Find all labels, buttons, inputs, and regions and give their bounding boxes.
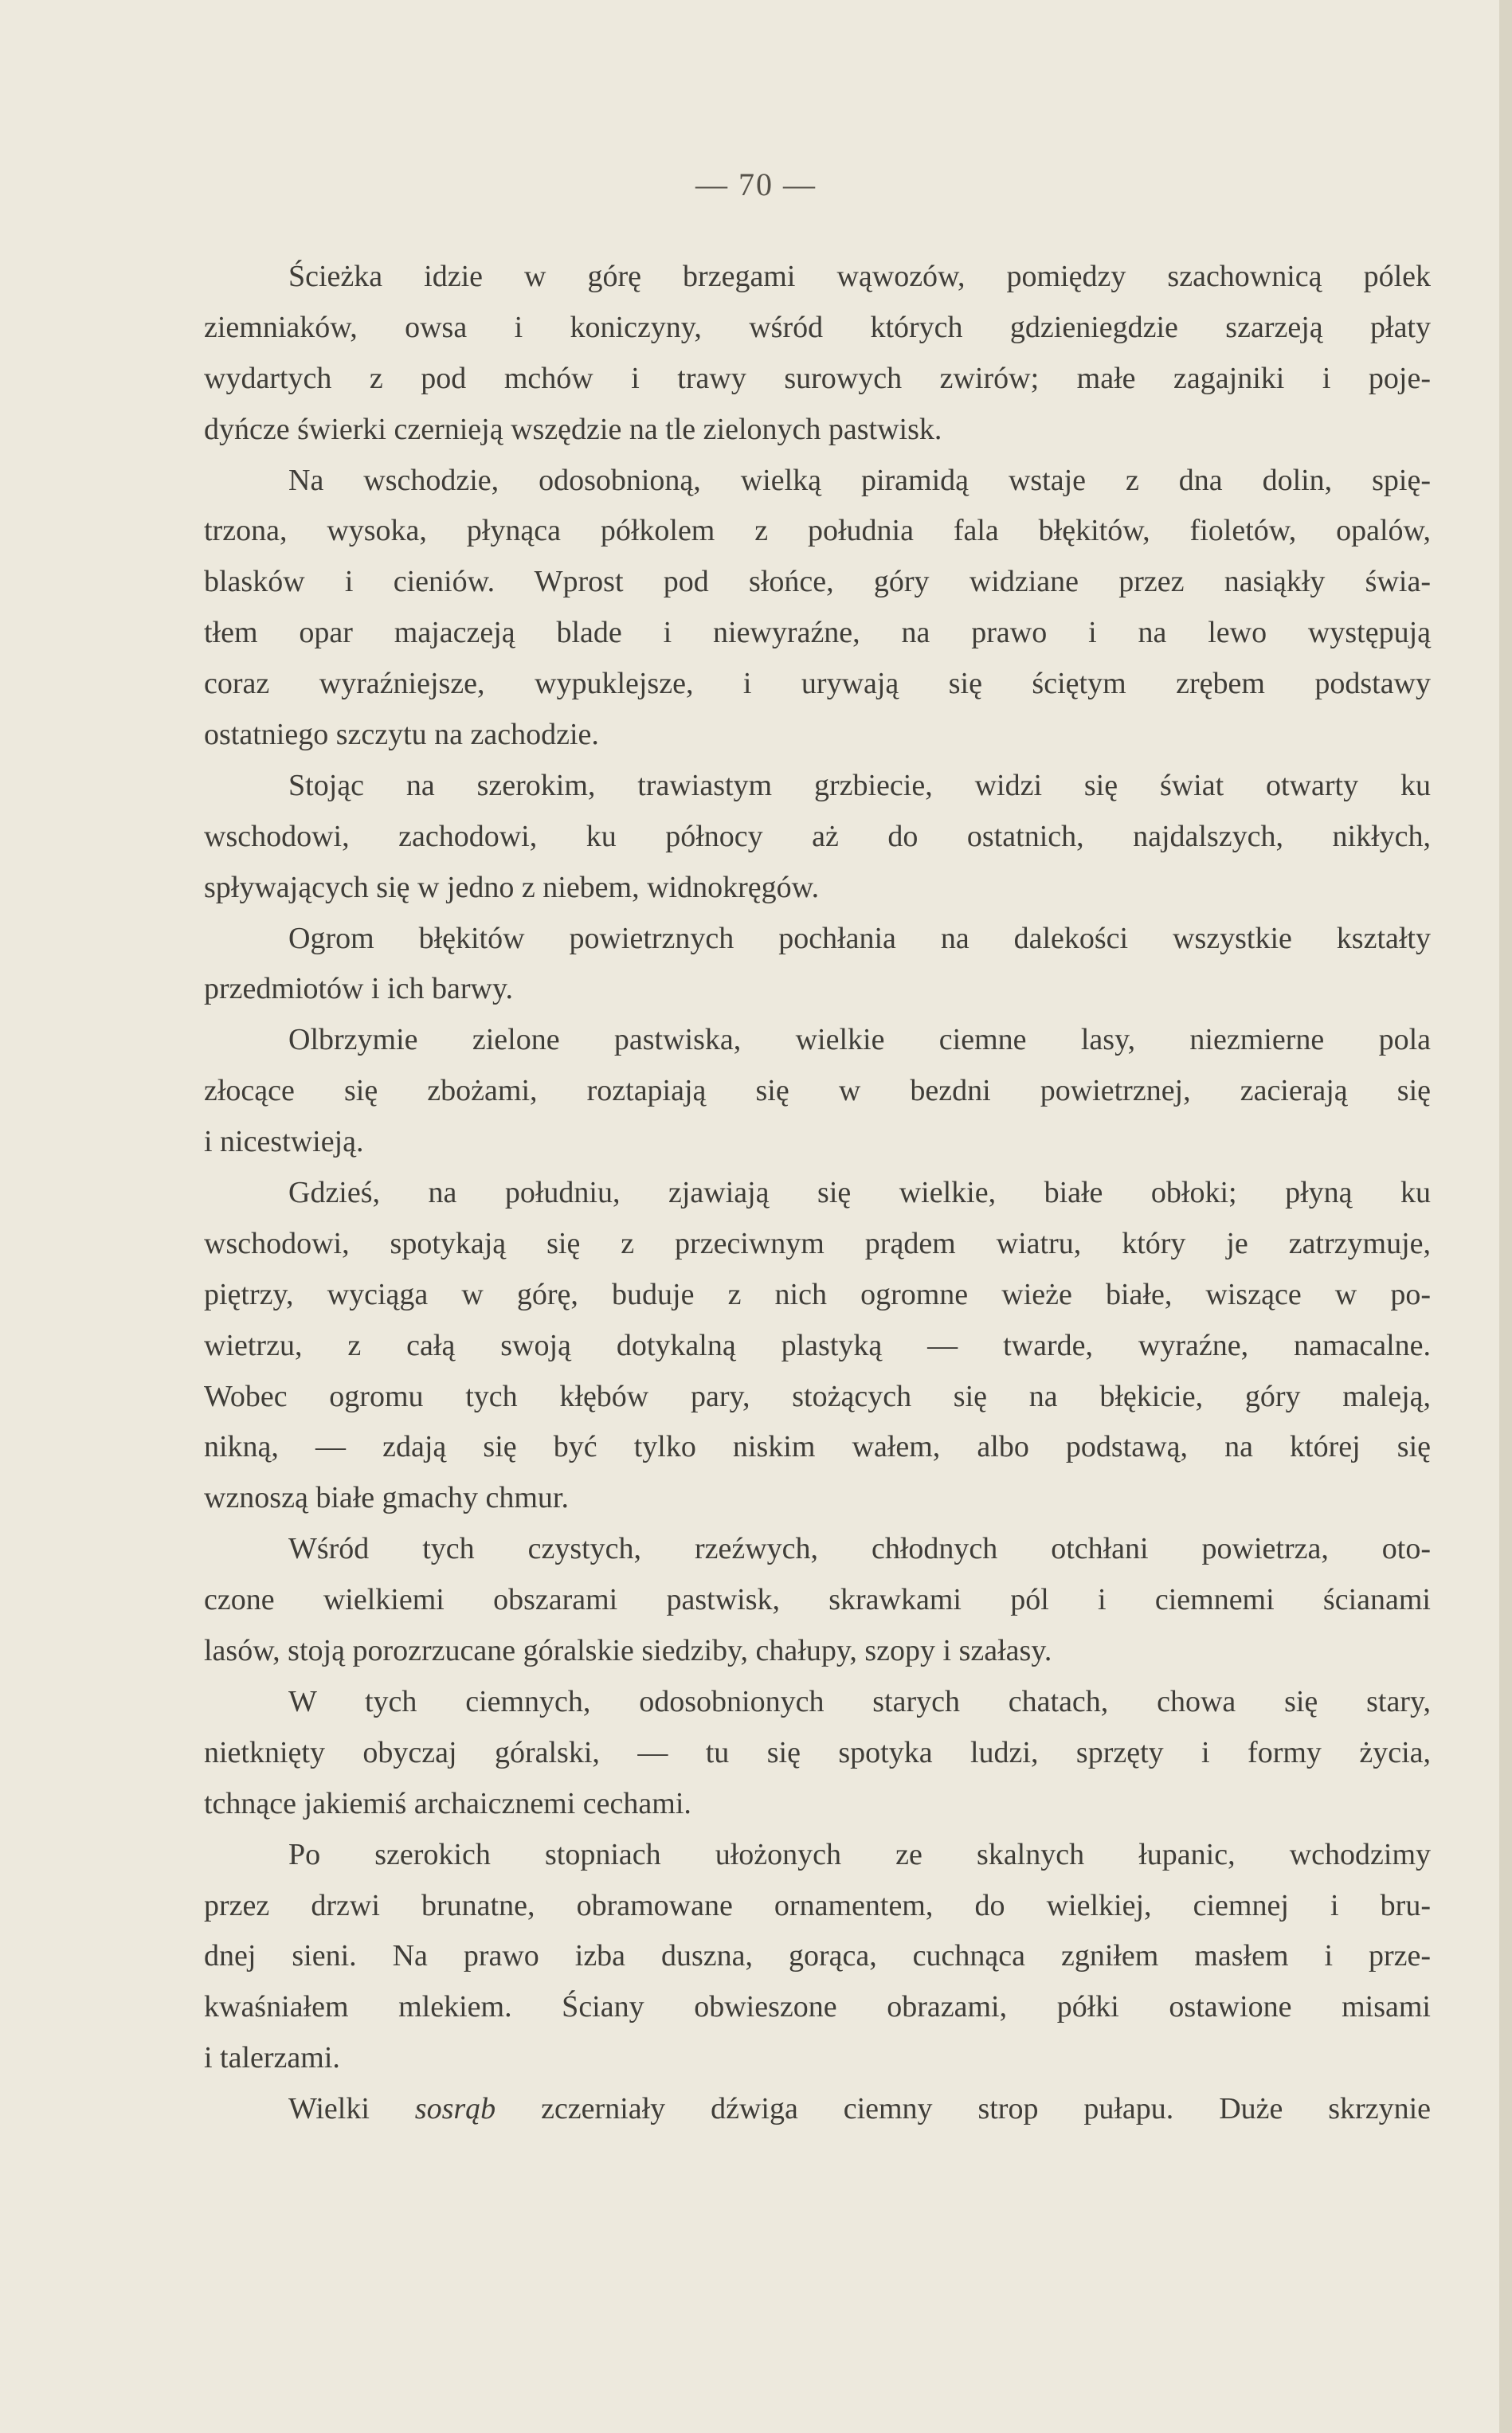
text-line: czone wielkiemi obszarami pastwisk, skrawkami pól i ciemnemi ścianami: [204, 1583, 1431, 1617]
text-line: i nicestwieją.: [204, 1125, 364, 1159]
text-line: ziemniaków, owsa i koniczyny, wśród których gdzieniegdzie szarzeją płaty: [204, 310, 1431, 344]
text-line: przez drzwi brunatne, obramowane ornamentem, do wielkiej, ciemnej i bru-: [204, 1888, 1431, 1922]
text-line: nietknięty obyczaj góralski, — tu się spotyka ludzi, sprzęty i formy życia,: [204, 1735, 1431, 1769]
text-line: nikną, — zdają się być tylko niskim wałem, albo podstawą, na której się: [204, 1430, 1431, 1464]
text-line: Wśród tych czystych, rzeźwych, chłodnych otchłani powietrza, oto-: [288, 1532, 1431, 1566]
text-line: Po szerokich stopniach ułożonych ze skalnych łupanic, wchodzimy: [288, 1837, 1431, 1871]
text-line: Ścieżka idzie w górę brzegami wąwozów, pomiędzy szachownicą pólek: [288, 260, 1431, 293]
text-line: tchnące jakiemiś archaicznemi cechami.: [204, 1786, 691, 1820]
text-line: Olbrzymie zielone pastwiska, wielkie ciemne lasy, niezmierne pola: [288, 1023, 1431, 1057]
text-line-last: [204, 2084, 1431, 2135]
text-line: Wobec ogromu tych kłębów pary, stożących się na błękicie, góry maleją,: [204, 1379, 1431, 1413]
text-line: Ogrom błękitów powietrznych pochłania na dalekości wszystkie kształty: [288, 921, 1431, 955]
text-line: złocące się zbożami, roztapiają się w bezdni powietrznej, zacierają się: [204, 1074, 1431, 1108]
text-line: Gdzieś, na południu, zjawiają się wielkie, białe obłoki; płyną ku: [288, 1176, 1431, 1210]
text-line: wydartych z pod mchów i trawy surowych zwirów; małe zagajniki i poje-: [204, 361, 1431, 395]
text-line: spływających się w jedno z niebem, widnokręgów.: [204, 870, 820, 904]
text-line: ostatniego szczytu na zachodzie.: [204, 718, 599, 752]
text-line: dnej sieni. Na prawo izba duszna, gorąca, cuchnąca zgniłem masłem i prze-: [204, 1939, 1431, 1973]
page-number: — 70 —: [695, 167, 817, 202]
text-line: kwaśniałem mlekiem. Ściany obwieszone obrazami, półki ostawione misami: [204, 1990, 1431, 2024]
text-line: dyńcze świerki czernieją wszędzie na tle zielonych pastwisk.: [204, 412, 942, 446]
text-line: wietrzu, z całą swoją dotykalną plastyką — twarde, wyraźne, namacalne.: [204, 1328, 1431, 1362]
text-line: blasków i cieniów. Wprost pod słońce, góry widziane przez nasiąkły świa-: [204, 565, 1431, 599]
body-text: [204, 252, 1431, 2135]
page-edge: [1499, 0, 1512, 2433]
text-line: coraz wyraźniejsze, wypuklejsze, i urywają się ściętym zrębem podstawy: [204, 667, 1431, 701]
text-line: lasów, stoją porozrzucane góralskie siedziby, chałupy, szopy i szałasy.: [204, 1634, 1052, 1668]
text-fragment: Wielki: [288, 2092, 415, 2126]
text-line: wschodowi, spotykają się z przeciwnym prądem wiatru, który je zatrzymuje,: [204, 1226, 1431, 1260]
text-line: wschodowi, zachodowi, ku północy aż do ostatnich, najdalszych, nikłych,: [204, 819, 1431, 853]
text-line: przedmiotów i ich barwy.: [204, 972, 513, 1006]
text-line: piętrzy, wyciąga w górę, buduje z nich ogromne wieże białe, wiszące w po-: [204, 1277, 1431, 1311]
text-line: W tych ciemnych, odosobnionych starych chatach, chowa się stary,: [288, 1684, 1431, 1718]
text-line: wznoszą białe gmachy chmur.: [204, 1481, 569, 1515]
text-line: Stojąc na szerokim, trawiastym grzbiecie, widzi się świat otwarty ku: [288, 768, 1431, 802]
text-line: trzona, wysoka, płynąca półkolem z południa fala błękitów, fioletów, opalów,: [204, 514, 1431, 548]
text-line: i talerzami.: [204, 2041, 340, 2075]
text-fragment: zczerniały dźwiga ciemny strop pułapu. Duże skrzynie: [496, 2092, 1431, 2126]
text-line: Na wschodzie, odosobnioną, wielką piramidą wstaje z dna dolin, spię-: [288, 463, 1431, 497]
text-line: tłem opar majaczeją blade i niewyraźne, na prawo i na lewo występują: [204, 616, 1431, 650]
italic-term: sosrąb: [414, 2092, 496, 2126]
